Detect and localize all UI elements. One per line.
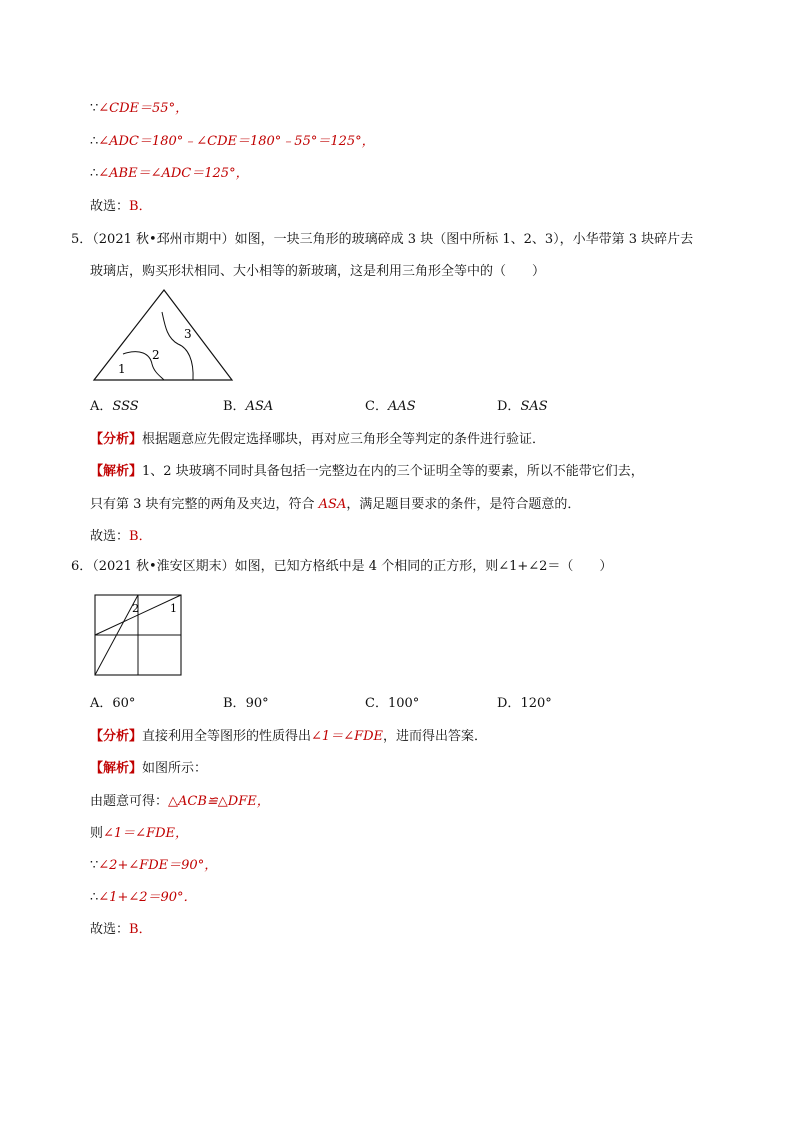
analysis-text: 根据题意应先假定选择哪块，再对应三角形全等判定的条件进行验证． bbox=[142, 432, 546, 447]
q5-solution-line-1 bbox=[90, 463, 644, 481]
option-key: B． bbox=[223, 399, 246, 414]
q6-option-a bbox=[90, 695, 135, 713]
piece-label-3: 3 bbox=[184, 327, 192, 341]
because-symbol: ∵ bbox=[90, 858, 99, 873]
solution-text: 如图所示： bbox=[142, 761, 208, 776]
option-value: SSS bbox=[112, 399, 139, 414]
math-expression: ∠ABE＝∠ADC＝125°， bbox=[98, 166, 249, 181]
option-key: B． bbox=[223, 696, 246, 711]
angle-label-1: 1 bbox=[170, 602, 177, 615]
option-value: ASA bbox=[245, 399, 274, 414]
solution-text: 只有第 3 块有完整的两角及夹边，符合 bbox=[90, 497, 319, 512]
solution-text: ，满足题目要求的条件，是符合题意的． bbox=[346, 497, 581, 512]
math-expression: ∠1＝∠FDE bbox=[311, 729, 384, 744]
math-expression: ∠1＝∠FDE， bbox=[103, 826, 189, 841]
analysis-tag: 【分析】 bbox=[90, 729, 143, 744]
q6-option-b bbox=[223, 695, 269, 713]
math-expression: ASA bbox=[318, 497, 347, 512]
angle-label-2: 2 bbox=[132, 602, 139, 615]
solution-tag: 【解析】 bbox=[90, 761, 143, 776]
option-key: C． bbox=[365, 399, 388, 414]
q6-analysis bbox=[90, 728, 487, 746]
q5-stem-line-2: 玻璃店，购买形状相同、大小相等的新玻璃，这是利用三角形全等中的（ ） bbox=[90, 264, 546, 279]
prev-line-3 bbox=[90, 165, 249, 183]
answer-prefix: 故选： bbox=[90, 199, 130, 214]
math-expression: ∠1+∠2＝90°． bbox=[98, 890, 197, 905]
prev-line-2 bbox=[90, 133, 375, 151]
math-expression: △ACB≌△DFE， bbox=[168, 794, 270, 809]
q5-option-b bbox=[223, 398, 273, 416]
therefore-symbol: ∴ bbox=[90, 134, 99, 149]
option-key: C． bbox=[365, 696, 388, 711]
q6-solution-line-3 bbox=[90, 857, 217, 875]
therefore-symbol: ∴ bbox=[90, 166, 99, 181]
q5-option-d bbox=[497, 398, 548, 416]
q6-solution-line-2 bbox=[90, 825, 188, 843]
q5-analysis bbox=[90, 431, 545, 449]
q6-answer bbox=[90, 921, 152, 939]
option-key: A． bbox=[90, 399, 113, 414]
triangle-outline bbox=[94, 290, 232, 380]
q5-answer bbox=[90, 528, 152, 546]
option-key: D． bbox=[497, 696, 521, 711]
answer-value: B． bbox=[129, 922, 152, 937]
q6-grid-figure bbox=[94, 594, 184, 678]
prev-answer bbox=[90, 198, 152, 216]
option-value: 90° bbox=[245, 696, 269, 711]
option-value: 60° bbox=[112, 696, 136, 711]
math-expression: ∠2+∠FDE＝90°， bbox=[98, 858, 218, 873]
q6-stem: 6．（2021 秋•淮安区期末）如图，已知方格纸中是 4 个相同的正方形，则∠1+∠2＝（ ） bbox=[71, 559, 613, 574]
analysis-tag: 【分析】 bbox=[90, 432, 143, 447]
piece-label-2: 2 bbox=[152, 348, 160, 362]
q5-solution-line-2 bbox=[90, 496, 580, 514]
q6-option-d bbox=[497, 695, 552, 713]
q5-option-a bbox=[90, 398, 139, 416]
q5-option-c bbox=[365, 398, 416, 416]
solution-text: 1、2 块玻璃不同时具备包括一完整边在内的三个证明全等的要素，所以不能带它们去， bbox=[142, 464, 644, 479]
option-value: SAS bbox=[520, 399, 548, 414]
solution-text: 则 bbox=[90, 826, 104, 841]
q6-solution-head bbox=[90, 760, 207, 778]
option-value: 100° bbox=[387, 696, 420, 711]
analysis-text: 直接利用全等图形的性质得出 bbox=[142, 729, 312, 744]
q5-stem-line-1: 5．（2021 秋•邳州市期中）如图，一块三角形的玻璃碎成 3 块（图中所标 1、2、3），小华带第 3 块碎片去 bbox=[71, 232, 694, 247]
because-symbol: ∵ bbox=[90, 101, 99, 116]
answer-value: B． bbox=[129, 529, 152, 544]
analysis-text: ，进而得出答案． bbox=[383, 729, 488, 744]
answer-value: B． bbox=[129, 199, 152, 214]
option-key: D． bbox=[497, 399, 521, 414]
q6-solution-line-4 bbox=[90, 889, 197, 907]
answer-prefix: 故选： bbox=[90, 922, 130, 937]
piece-label-1: 1 bbox=[118, 362, 126, 376]
solution-text: 由题意可得： bbox=[90, 794, 169, 809]
option-value: AAS bbox=[387, 399, 416, 414]
math-expression: ∠ADC＝180°﹣∠CDE＝180°﹣55°＝125°， bbox=[98, 134, 375, 149]
therefore-symbol: ∴ bbox=[90, 890, 99, 905]
answer-prefix: 故选： bbox=[90, 529, 130, 544]
option-key: A． bbox=[90, 696, 113, 711]
q6-option-c bbox=[365, 695, 419, 713]
option-value: 120° bbox=[520, 696, 552, 711]
solution-tag: 【解析】 bbox=[90, 464, 143, 479]
q5-triangle-figure bbox=[90, 286, 238, 384]
math-expression: ∠CDE＝55°， bbox=[98, 101, 189, 116]
q6-solution-line-1 bbox=[90, 793, 270, 811]
prev-line-1 bbox=[90, 100, 188, 118]
